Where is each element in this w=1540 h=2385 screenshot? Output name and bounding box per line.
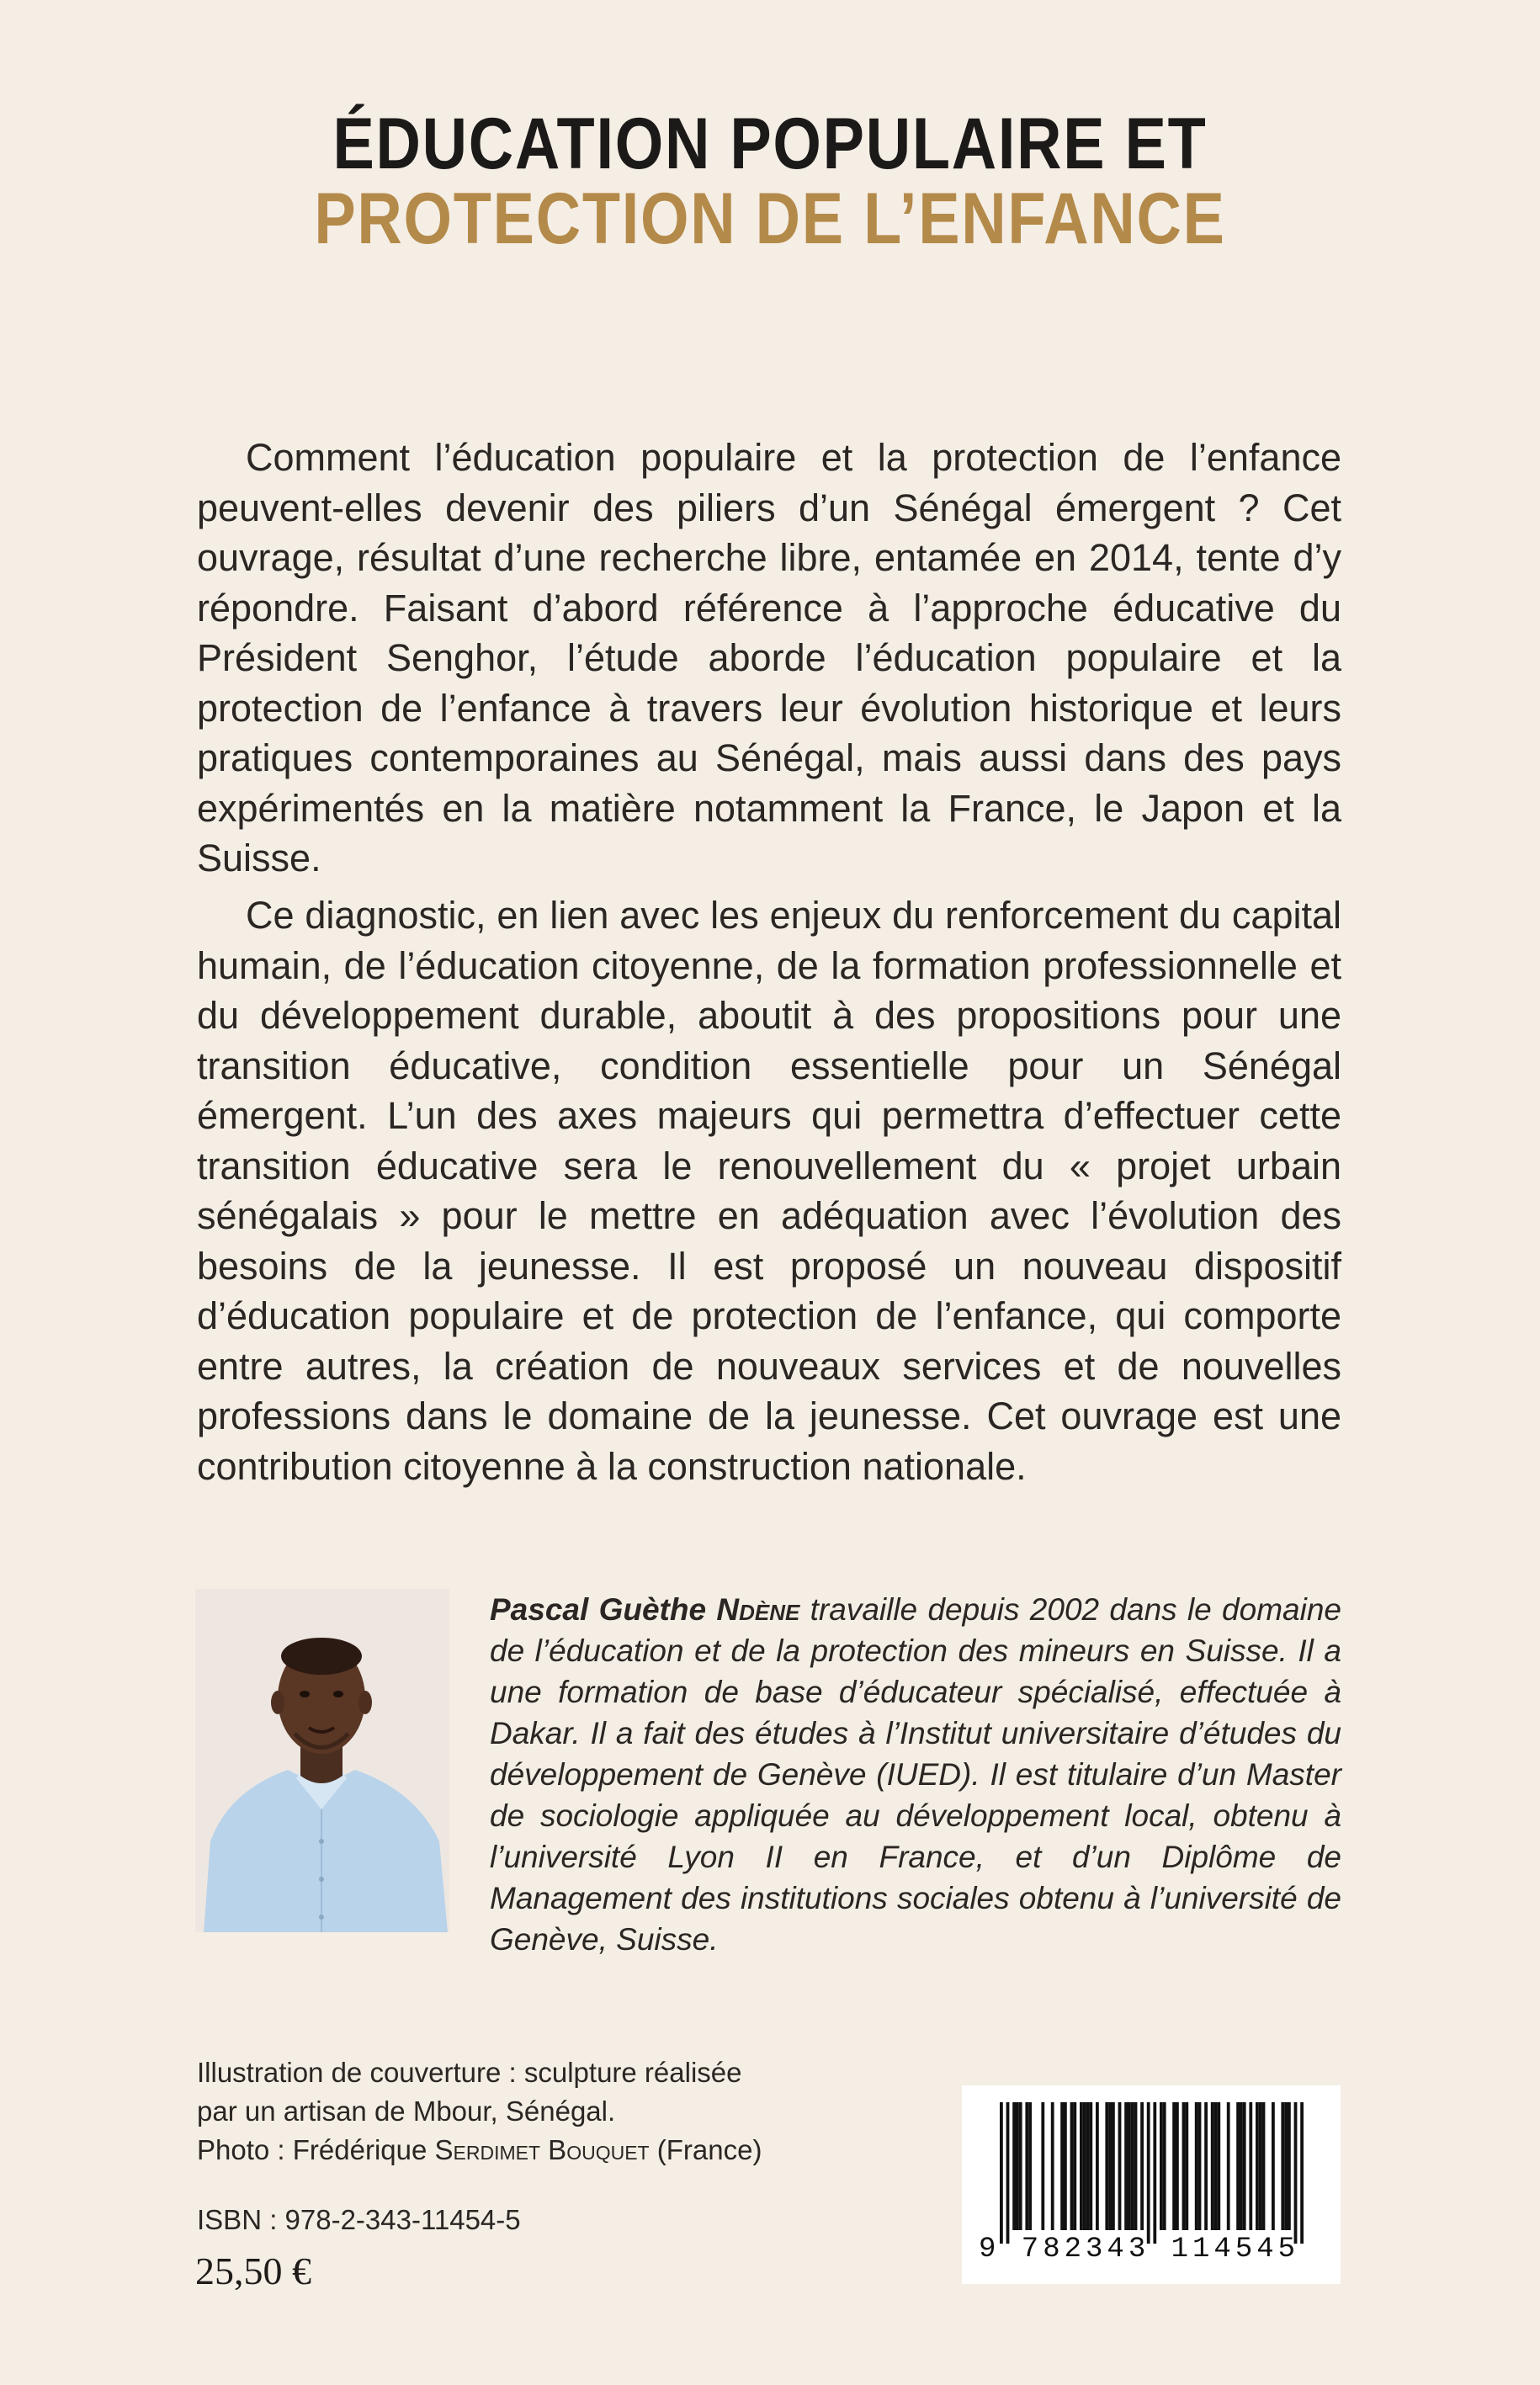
barcode-bar [1118, 2102, 1122, 2230]
barcode-bar [1060, 2102, 1064, 2230]
barcode-bar [1172, 2102, 1176, 2230]
barcode-bar [1300, 2102, 1304, 2244]
author-photo [195, 1589, 449, 1932]
price: 25,50 € [195, 2250, 311, 2292]
barcode-bar [1006, 2102, 1010, 2244]
barcode-bar [1204, 2102, 1208, 2230]
barcode-bar [1000, 2102, 1003, 2244]
barcode-bar [1272, 2102, 1275, 2230]
barcode-bar [1259, 2102, 1262, 2230]
barcode [962, 2085, 1341, 2284]
barcode-bar [1124, 2102, 1128, 2230]
barcode-bar [1096, 2102, 1099, 2230]
author-bio [490, 1589, 1341, 1960]
isbn: ISBN : 978-2-343-11454-5 [197, 2204, 521, 2235]
barcode-bar [1016, 2102, 1019, 2230]
barcode-bar [1217, 2102, 1220, 2230]
barcode-bar [1227, 2102, 1230, 2230]
author-first-name: Pascal Guèthe [490, 1592, 707, 1627]
barcode-bar [1240, 2102, 1243, 2230]
barcode-bar [1281, 2102, 1284, 2230]
barcode-bar [1243, 2102, 1246, 2230]
illustration-credit-line1: Illustration de couverture : sculpture réalisée [197, 2057, 742, 2088]
barcode-bar [1080, 2102, 1083, 2230]
cover-title-line1: ÉDUCATION POPULAIRE ET [332, 104, 1208, 184]
barcode-bar [1182, 2102, 1186, 2230]
barcode-bar [1051, 2102, 1054, 2230]
photo-credit [197, 2131, 762, 2170]
barcode-bar [1070, 2102, 1074, 2230]
barcode-bar [1176, 2102, 1179, 2230]
barcode-digits: 9 782343 114545 [979, 2234, 1300, 2265]
barcode-bar [1163, 2102, 1166, 2230]
barcode-bar [1025, 2102, 1028, 2230]
blurb-text-1: Comment l’éducation populaire et la protection de l’enfance peuvent-elles devenir des piliers d’un Sénégal émergent ? Cet ouvrage, résultat d’une recherche libre, entamée en 2014, tente d’y répondre. Faisant d’abord référence à l’approche éducative du Président Senghor, l’étude aborde l’éducation populaire et la protection de l’enfance à travers leur évolution historique et leurs pratiques contemporaines au Sénégal, mais aussi dans des pays expérimentés en la matière notamment la France, le Japon et la Suisse. [197, 436, 1341, 879]
barcode-bar [1256, 2102, 1259, 2230]
barcode-bar [1073, 2102, 1076, 2230]
barcode-bar [1041, 2102, 1044, 2230]
cover-title-line2: PROTECTION DE L’ENFANCE [314, 178, 1226, 259]
barcode-bar [1134, 2102, 1138, 2230]
barcode-bar [1140, 2102, 1144, 2230]
barcode-bar [1108, 2102, 1112, 2230]
barcode-bar [1249, 2102, 1252, 2230]
blurb-paragraph-1 [197, 433, 1341, 884]
barcode-bar [1028, 2102, 1032, 2230]
barcode-bar [1284, 2102, 1288, 2230]
barcode-bar [1089, 2102, 1092, 2230]
barcode-bar [1294, 2102, 1298, 2244]
barcode-bar [1147, 2102, 1150, 2244]
barcode-bar [1211, 2102, 1214, 2230]
photo-credit-prefix: Photo : Frédérique [197, 2134, 435, 2165]
blurb-paragraph-2 [197, 890, 1341, 1491]
barcode-bar [1131, 2102, 1134, 2230]
barcode-bar [1214, 2102, 1218, 2230]
author-bio-text: travaille depuis 2002 dans le domaine de l’éducation et de la protection des mineurs en Suisse. Il a une formation de base d’éducateur spécialisé, effectuée à Dakar. Il a fait des études à l’Institut universitaire d’études du développement de Genève (IUED). Il est titulaire d’un Master de sociologie appliquée au développement local, obtenu à l’université Lyon II en France, et d’un Diplôme de Management des institutions sociales obtenu à l’université de Genève, Suisse. [490, 1592, 1341, 1957]
photo-credit-name: Serdimet Bouquet [434, 2134, 650, 2165]
barcode-bar [1112, 2102, 1115, 2230]
author-last-name: Ndène [716, 1592, 800, 1627]
illustration-credit-line2: par un artisan de Mbour, Sénégal. [197, 2096, 616, 2127]
barcode-bar [1288, 2102, 1291, 2230]
barcode-bar [1198, 2102, 1202, 2230]
barcode-bar [1083, 2102, 1086, 2230]
barcode-bar [1128, 2102, 1131, 2230]
blurb-text-2: Ce diagnostic, en lien avec les enjeux du renforcement du capital humain, de l’éducation citoyenne, de la formation professionnelle et du développement durable, aboutit à des propositions pour une transition éducative, condition essentielle pour un Sénégal émergent. L’un des axes majeurs qui permettra d’effectuer cette transition éducative sera le renouvellement du « projet urbain sénégalais » pour le mettre en adéquation avec l’évolution des besoins de la jeunesse. Il est proposé un nouveau dispositif d’éducation populaire et de protection de l’enfance, qui comporte entre autres, la création de nouveaux services et de nouvelles professions dans le domaine de la jeunesse. Cet ouvrage est une contribution citoyenne à la construction nationale. [197, 894, 1341, 1488]
barcode-bar [1105, 2102, 1108, 2230]
cover-credits [197, 2053, 762, 2170]
barcode-bar [1195, 2102, 1198, 2230]
author-portrait-illustration [195, 1589, 449, 1932]
barcode-bar [1012, 2102, 1016, 2230]
barcode-bar [1236, 2102, 1240, 2230]
barcode-bar [1153, 2102, 1156, 2244]
barcode-bar [1262, 2102, 1266, 2230]
barcode-bar [1064, 2102, 1067, 2230]
barcode-bar [1086, 2102, 1090, 2230]
barcode-bar [1185, 2102, 1188, 2230]
barcode-bar [1019, 2102, 1022, 2230]
photo-credit-suffix: (France) [649, 2134, 762, 2165]
barcode-bar [1160, 2102, 1163, 2230]
